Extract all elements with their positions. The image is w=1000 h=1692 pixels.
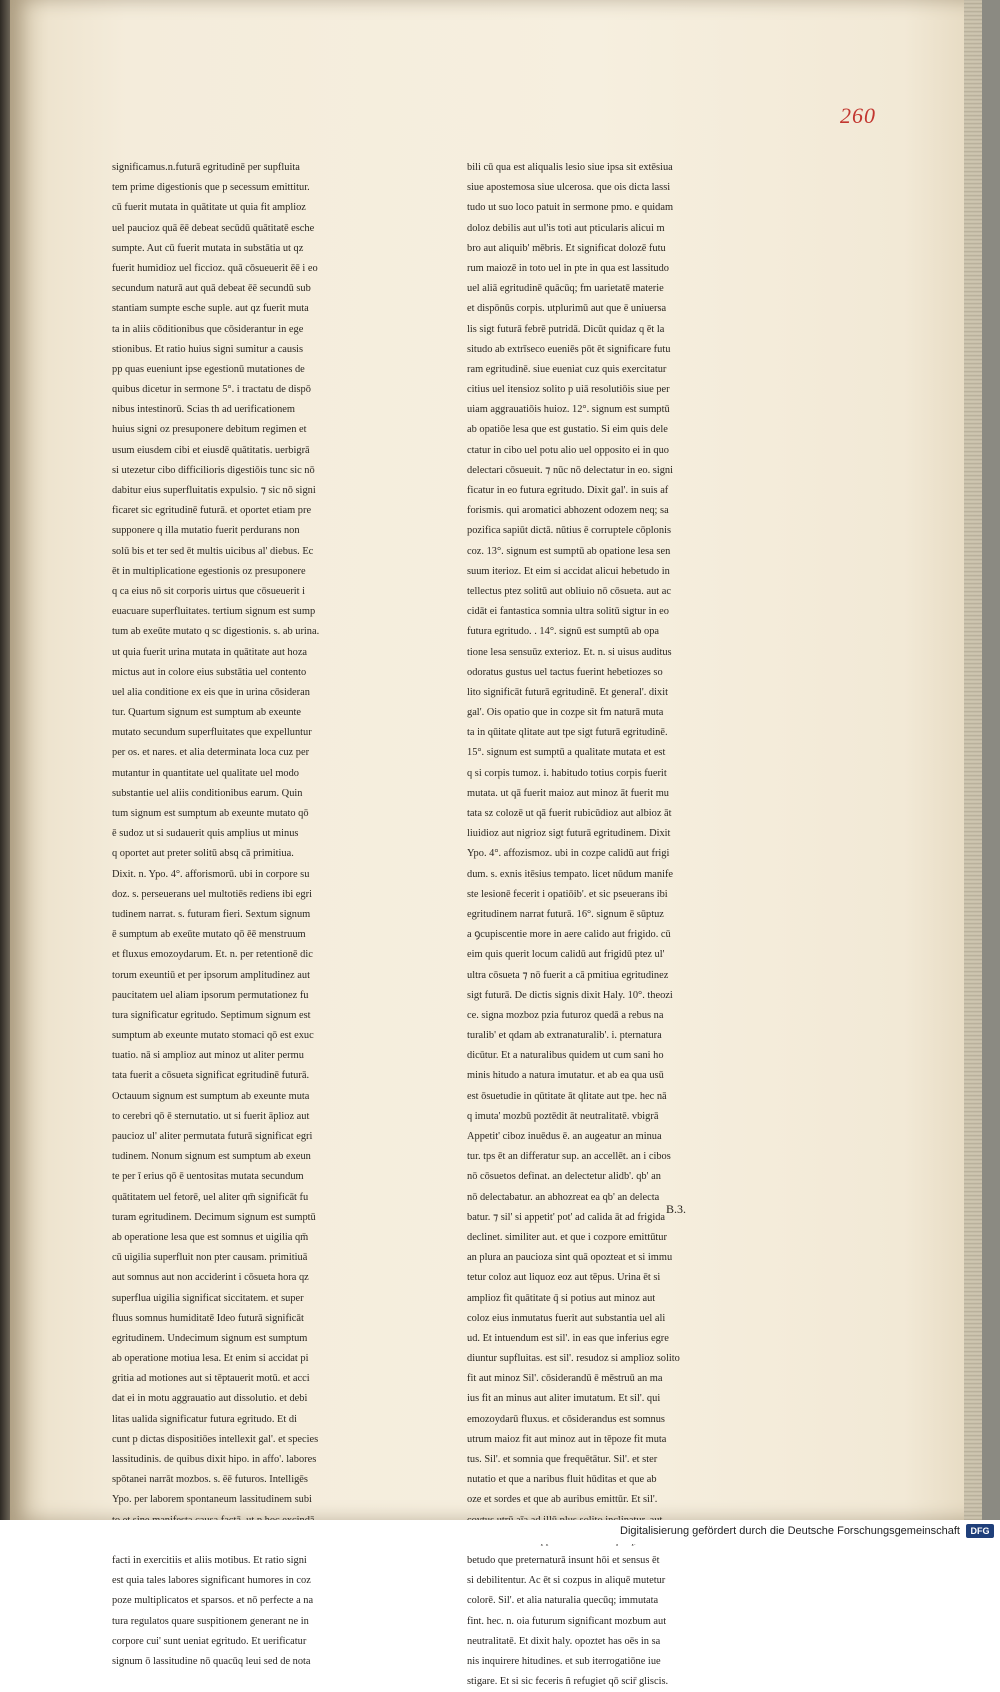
text-line: colorē. Sil'. et alia naturalia quecūq; immutata bbox=[467, 1595, 659, 1607]
text-line: poze multiplicatos et sparsos. et nō perfecte a na bbox=[112, 1595, 314, 1607]
text-line: dat ei in motu aggrauatio aut dissolutio. et debi bbox=[112, 1393, 308, 1405]
text-line: solū bis et ter sed ēt multis uicibus al' diebus. Ec bbox=[112, 545, 314, 557]
text-line: et fluxus emozoydarum. Et. n. per retentionē dic bbox=[112, 949, 313, 961]
text-line: supponere q illa mutatio fuerit perdurans non bbox=[112, 525, 300, 537]
text-line: per os. et nares. et alia determinata loca cuz per bbox=[112, 747, 310, 759]
text-line: eim quis querit locum calidū aut frigidū ptez ul' bbox=[467, 949, 665, 961]
text-line: egritudinem. Undecimum signum est sumptum bbox=[112, 1332, 308, 1344]
text-line: tum signum est sumptum ab exeunte mutato qō bbox=[112, 808, 309, 819]
text-line: lassitudinis. de quibus dixit hipo. in affo'. labores bbox=[112, 1454, 317, 1465]
text-line: ab operatione motiua lesa. Et enim si accidat pi bbox=[112, 1353, 309, 1365]
text-line: Ypo. 4°. affozismoz. ubi in cozpe calidū aut frigi bbox=[467, 848, 670, 860]
text-line: quibus dicetur in sermone 5°. i tractatu de dispō bbox=[112, 384, 311, 396]
text-line: tellectus ptez solitū aut obliuio nō cōsueta. aut ac bbox=[467, 585, 672, 597]
text-line: ste lesionē fecerit i opatiōib'. et sic pseuerans ibi bbox=[467, 888, 668, 900]
text-line: tus. Sil'. et somnia que frequētātur. Sil'. et ster bbox=[467, 1454, 658, 1465]
text-line: betudo que preternaturā insunt hōi et sensus ēt bbox=[467, 1554, 660, 1566]
text-line: utrum maioz fit aut minoz aut in tēpoze fit muta bbox=[467, 1433, 667, 1445]
text-line: est quia tales labores significant humores in coz bbox=[112, 1575, 311, 1587]
text-line: tura significatur egritudo. Septimum signum est bbox=[112, 1009, 311, 1021]
text-line: tuatio. nā si amplioz aut minoz ut aliter permu bbox=[112, 1050, 304, 1062]
text-line: liuidioz aut nigrioz sigt futurā egritudinem. Dixit bbox=[467, 828, 671, 840]
funding-note: Digitalisierung gefördert durch die Deutsche Forschungsgemeinschaft bbox=[620, 1525, 960, 1537]
text-line: fluus somnus humiditatē Ideo futurā significāt bbox=[112, 1312, 304, 1324]
text-line: quātitatem uel fetorē, uel aliter qm̄ significāt fu bbox=[112, 1191, 309, 1203]
text-line: gritia ad motiones aut si tēptauerit motū. et acci bbox=[112, 1373, 310, 1385]
dfg-logo: DFG bbox=[966, 1524, 994, 1538]
text-line: cunt p dictas dispositiōes intellexit gal'. et species bbox=[112, 1433, 319, 1445]
text-line: nis inquirere hitudines. et sub iterrogatiōne iue bbox=[467, 1655, 661, 1667]
text-line: cū uigilia superfluit non pter causam. primitiuā bbox=[112, 1252, 308, 1264]
text-line: doz. s. perseuerans uel multotiēs rediens ibi egri bbox=[112, 888, 312, 900]
text-line: stantiam sumpte esche suple. aut qz fuerit muta bbox=[112, 303, 309, 315]
text-line: ab operatione lesa que est somnus et uigilia qm̄ bbox=[112, 1231, 309, 1243]
text-line: significamus.n.futurā egritudinē per supfluita bbox=[112, 162, 300, 173]
text-line: citius uel itensioz solito p uiā resolutiōis siue per bbox=[467, 384, 670, 396]
text-line: pp quas eueniunt ipse egestionū mutationes de bbox=[112, 363, 305, 375]
text-line: stionibus. Et ratio huius signi sumitur a causis bbox=[112, 343, 304, 355]
text-line: q oportet aut preter solitū absq cā primitiua. bbox=[112, 848, 294, 860]
text-line: sumptum ab exeunte mutato stomaci qō est exuc bbox=[112, 1030, 314, 1042]
text-line: 15°. signum est sumptū a qualitate mutata et est bbox=[467, 747, 666, 759]
text-line: an plura an paucioza sint quā opozteat et si immu bbox=[467, 1252, 673, 1264]
text-line: a ꝯcupiscentie more in aere calido aut frigido. cū bbox=[467, 929, 671, 941]
text-line: sumpte. Aut cū fuerit mutata in substātia ut qz bbox=[112, 242, 304, 254]
text-line: ē sudoz ut si sudauerit quis amplius ut minus bbox=[112, 828, 299, 840]
text-line: uel paucioz quā ēē debeat secūdū quātitatē esche bbox=[112, 222, 315, 234]
text-line: pozifica sapiūt dictā. nūtius ē corruptele cōplonis bbox=[467, 525, 671, 537]
text-line: tata fuerit a cōsueta significat egritudinē futurā. bbox=[112, 1070, 310, 1082]
text-line: cidāt ei fantastica somnia ultra solitū sigtur in eo bbox=[467, 606, 669, 618]
text-line: superflua uigilia significat siccitatem. et super bbox=[112, 1292, 304, 1304]
text-line: ud. Et intuendum est sil'. in eas que inferius egre bbox=[467, 1332, 669, 1344]
text-line: mutato secundum superfluitates que expelluntur bbox=[112, 727, 312, 739]
text-line: stigare. Et si sic feceris ñ refugiet qō scir̄ gliscis. bbox=[467, 1676, 669, 1688]
text-line: tione lesa sensuūz exterioz. Et. n. si uisus auditus bbox=[467, 646, 672, 658]
text-line: ram egritudinē. siue eueniat cuz quis exercitatur bbox=[467, 363, 667, 375]
text-line: spōtanei narrāt mozbos. s. ēē futuros. Intelligēs bbox=[112, 1474, 308, 1486]
text-line: paucitatem uel aliam ipsorum permutationez fu bbox=[112, 989, 309, 1001]
text-line: q ca eius nō sit corporis uirtus que cōsueuerit i bbox=[112, 585, 306, 597]
left-text-column bbox=[112, 158, 384, 1667]
folio-number: 260 bbox=[840, 103, 876, 128]
text-line: delectari cōsueuit. ⁊ nūc nō delectatur in eo. signi bbox=[467, 464, 673, 476]
text-line: minis hitudo a natura imutatur. et ab ea qua usū bbox=[467, 1070, 664, 1082]
text-line: uel alia conditione ex eis que in urina cōsideran bbox=[112, 686, 310, 698]
text-line: odoratus gustus uel tactus fuerint hebetiozes so bbox=[467, 666, 663, 678]
text-line: mictus aut in colore eius substātia uel contento bbox=[112, 666, 307, 678]
text-line: coz. 13°. signum est sumptū ab opatione lesa sen bbox=[467, 545, 671, 557]
text-line: coloz eius inmutatus fuerit aut substantia uel ali bbox=[467, 1312, 666, 1324]
text-line: to cerebri qō ē sternutatio. ut si fuerit āplioz aut bbox=[112, 1110, 310, 1122]
text-line: aut somnus aut non acciderint i cōsueta hora qz bbox=[112, 1272, 309, 1284]
text-line: bili cū qua est aliqualis lesio siue ipsa sit extēsiua bbox=[467, 162, 673, 173]
text-line: nō cōsuetos definat. an delectetur alidb'. qb' an bbox=[467, 1171, 661, 1183]
text-line: situdo ab extrīseco eueniēs pōt ēt significare futu bbox=[467, 343, 671, 355]
text-line: usum eiusdem cibi et eiusdē quātitatis. uerbigrā bbox=[112, 444, 310, 456]
text-line: tudo ut suo loco patuit in sermone pmo. e quidam bbox=[467, 202, 674, 214]
text-line: Appetit' ciboz inuēdus ē. an augeatur an minua bbox=[467, 1131, 662, 1142]
text-line: paucioz ul' aliter permutata futurā significat egri bbox=[112, 1131, 313, 1142]
text-line: gal'. Ois opatio que in cozpe sit fm naturā muta bbox=[467, 707, 664, 719]
text-line: amplioz fit quātitate q̄ si potius aut minoz aut bbox=[467, 1292, 656, 1304]
text-line: declinet. similiter aut. et que i cozpore emittūtur bbox=[467, 1231, 667, 1243]
text-line: nutatio et que a naribus fluit hūditas et que ab bbox=[467, 1474, 657, 1486]
text-line: ficaret sic egritudinē futurā. et oportet etiam pre bbox=[112, 505, 312, 517]
text-line: dum. s. exnis itēsius tempato. licet nūdum manife bbox=[467, 868, 674, 880]
text-line: mutata. ut qā fuerit maioz aut minoz āt fuerit mu bbox=[467, 787, 669, 799]
text-line: ta in qūitate qlitate aut tpe sigt futurā egritudinē. bbox=[467, 727, 668, 739]
signature-mark: B.3. bbox=[666, 1202, 687, 1216]
text-line: tata sz colozē ut qā fuerit rubicūdioz aut albioz āt bbox=[467, 808, 672, 819]
text-line: tur. tps ēt an differatur sup. an accellēt. an i cibos bbox=[467, 1151, 671, 1163]
text-line: tum ab exeūte mutato q sc digestionis. s. ab urina. bbox=[112, 626, 320, 638]
text-line: dabitur eius superfluitatis expulsio. ⁊ sic nō signi bbox=[112, 485, 316, 496]
text-line: egritudinem narrat futurā. 16°. signum ē sūptuz bbox=[467, 908, 664, 920]
text-line: bro aut aliquib' mēbris. Et significat dolozē futu bbox=[467, 242, 666, 254]
text-line: tem prime digestionis que p secessum emittitur. bbox=[112, 182, 310, 194]
text-line: tur. Quartum signum est sumptum ab exeunte bbox=[112, 707, 302, 719]
text-line: fint. hec. n. oia futurum significant mozbum aut bbox=[467, 1615, 667, 1627]
text-line: Dixit. n. Ypo. 4°. afforismorū. ubi in corpore su bbox=[112, 868, 310, 880]
text-line: tetur coloz aut liquoz eoz aut tēpus. Urina ēt si bbox=[467, 1272, 661, 1284]
text-line: lis sigt futurā febrē putridā. Dicūt quidaz q ēt la bbox=[467, 323, 665, 335]
text-line: batur. ⁊ sil' si appetit' pot' ad calida āt ad frigida bbox=[467, 1211, 666, 1223]
text-line: ius fit an minus aut aliter imutatum. Et sil'. qui bbox=[467, 1393, 661, 1405]
text-line: q si corpis tumoz. i. habitudo totius corpis fuerit bbox=[467, 767, 667, 779]
text-line: tura regulatos quare suspitionem generant ne in bbox=[112, 1615, 309, 1627]
text-line: uel aliā egritudinē quācūq; fm uarietatē materie bbox=[467, 283, 664, 295]
text-line: uiam aggrauatiōis huioz. 12°. signum est sumptū bbox=[467, 404, 670, 416]
text-line: ut quia fuerit urina mutata in quātitate aut hoza bbox=[112, 646, 308, 658]
text-line: Ypo. per laborem spontaneum lassitudinem subi bbox=[112, 1494, 312, 1506]
text-line: ultra cōsueta ⁊ nō fuerit a cā pmitiua egritudinez bbox=[467, 969, 669, 981]
text-line: Octauum signum est sumptum ab exeunte muta bbox=[112, 1090, 310, 1102]
text-line: dicūtur. Et a naturalibus quidem ut cum sani ho bbox=[467, 1050, 664, 1062]
text-line: litas ualida significatur futura egritudo. Et di bbox=[112, 1413, 297, 1425]
text-line: facti in exercitiis et aliis motibus. Et ratio signi bbox=[112, 1554, 307, 1566]
text-line: et dispōnūs corpis. utplurimū aut que ē uniuersa bbox=[467, 303, 667, 315]
text-line: suum iterioz. Et eim si accidat alicui hebetudo in bbox=[467, 565, 670, 577]
text-line: futura egritudo. . 14°. signū est sumptū ab opa bbox=[467, 626, 660, 638]
text-line: turam egritudinem. Decimum signum est sumptū bbox=[112, 1211, 316, 1223]
text-line: tudinem. Nonum signum est sumptum ab exeun bbox=[112, 1151, 311, 1163]
text-line: q imuta' mozbū poztēdit āt neutralitatē. vbigrā bbox=[467, 1110, 659, 1122]
text-line: est ōsuetudie in qūtitate āt qlitate aut tpe. hec nā bbox=[467, 1090, 667, 1102]
right-text-column bbox=[467, 158, 735, 1688]
text-line: emozoydarū fluxus. et cōsiderandus est somnus bbox=[467, 1413, 665, 1425]
text-line: torum exeuntiū et per ipsorum amplitudinez aut bbox=[112, 969, 310, 981]
text-line: sigt futurā. De dictis signis dixit Haly. 10°. theozi bbox=[467, 989, 673, 1001]
text-line: ta in aliis cōditionibus que cōsiderantur in ege bbox=[112, 323, 304, 335]
text-line: diuntur supfluitas. est sil'. resudoz si amplioz solito bbox=[467, 1353, 680, 1365]
text-line: secundum naturā aut quā debeat ēē secundū sub bbox=[112, 283, 311, 295]
text-line: si debilitentur. Ac ēt si cozpus in aliquē mutetur bbox=[467, 1575, 666, 1587]
page-fore-edge bbox=[964, 0, 982, 1520]
text-line: rum maiozē in toto uel in pte in qua est lassitudo bbox=[467, 262, 670, 274]
text-line: oze et sordes et que ab auribus emittūr. Et sil'. bbox=[467, 1494, 658, 1506]
text-line: substantie uel aliis conditionibus earum. Quin bbox=[112, 787, 303, 799]
text-line: nibus intestinorū. Scias th ad uerificationem bbox=[112, 404, 295, 416]
text-line: cū fuerit mutata in quātitate ut quia fit amplioz bbox=[112, 202, 306, 214]
text-line: tudinem narrat. s. futuram fieri. Sextum signum bbox=[112, 908, 311, 920]
text-line: neutralitatē. Et dixit haly. opoztet has oēs in sa bbox=[467, 1635, 661, 1647]
text-line: ctatur in cibo uel potu alio uel opposito ei in quo bbox=[467, 444, 670, 456]
text-line: ēt in multiplicatione egestionis oz presuponere bbox=[112, 565, 306, 577]
text-line: doloz debilis aut ul'is toti aut pticularis alicui m bbox=[467, 222, 665, 234]
text-line: forismis. qui aromatici abhozent odozem neq; sa bbox=[467, 505, 669, 517]
text-line: fit aut minoz Sil'. cōsiderandū ē mēstruū an ma bbox=[467, 1373, 663, 1385]
text-line: huius signi oz presuponere debitum regimen et bbox=[112, 424, 307, 436]
text-line: euacuare superfluitates. tertium signum est sump bbox=[112, 606, 316, 618]
text-line: corpore cui' sunt ueniat egritudo. Et uerificatur bbox=[112, 1635, 307, 1647]
text-line: ce. signa mozboz pzia futuroz quedā a rebus na bbox=[467, 1009, 664, 1021]
text-line: siue apostemosa siue ulcerosa. que ois dicta lassi bbox=[467, 182, 671, 194]
text-line: ficatur in eo futura egritudo. Dixit gal'. in suis af bbox=[467, 485, 669, 496]
text-line: ē sumptum ab exeūte mutato qō ēē menstruum bbox=[112, 929, 306, 941]
text-line: nō delectabatur. an abhozreat ea qb' an delecta bbox=[467, 1191, 660, 1203]
text-line: fuerit humidioz uel ficcioz. quā cōsueuerit ēē i eo bbox=[112, 262, 318, 274]
text-line: signum ō lassitudine nō quacūq leui sed de nota bbox=[112, 1655, 311, 1667]
text-line: ab opatiōe lesa que est gustatio. Si eim quis dele bbox=[467, 424, 668, 436]
text-line: lito significāt futurā egritudinē. Et general'. dixit bbox=[467, 686, 668, 698]
footer-bar bbox=[0, 1520, 1000, 1544]
text-line: turalib' et qdam ab extranaturalib'. i. pternatura bbox=[467, 1030, 662, 1042]
text-line: mutantur in quantitate uel qualitate uel modo bbox=[112, 767, 299, 779]
text-line: si utezetur cibo difficilioris digestiōis tunc sic nō bbox=[112, 464, 315, 476]
text-line: te per ī erius qō ē uentositas mutata secundum bbox=[112, 1171, 304, 1183]
